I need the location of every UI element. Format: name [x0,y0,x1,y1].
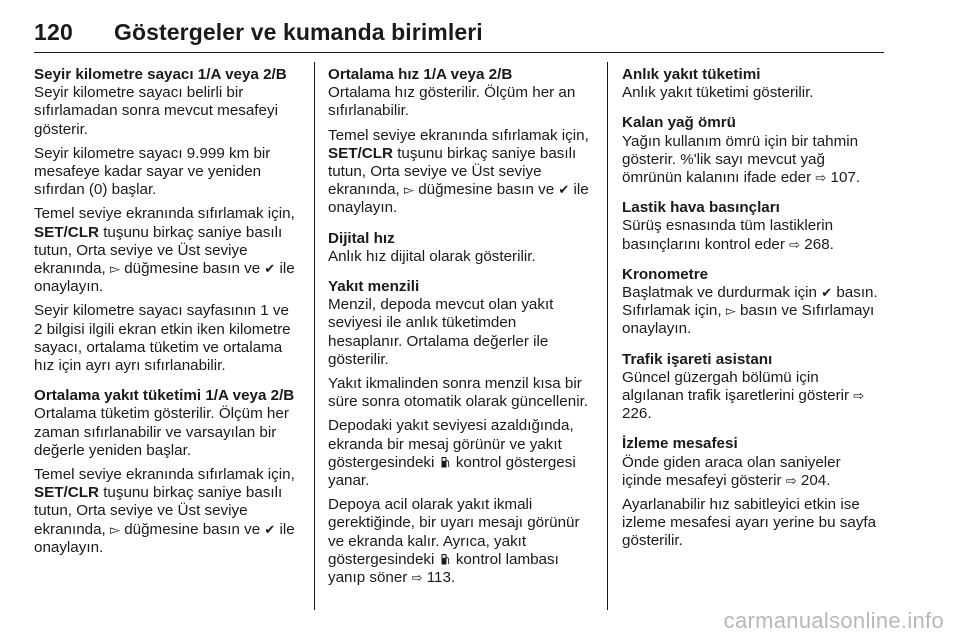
section-heading: Yakıt menzili [328,278,420,296]
paragraph: Sürüş esnasında tüm lastiklerin basınçlarını kontrol eder ⇨ 268. [622,217,834,253]
section-following-distance [622,435,884,550]
set-clr-label: SET/CLR [34,484,99,502]
page-reference-arrow-icon: ⇨ [785,472,797,488]
section-trip-odometer [34,66,296,375]
paragraph: Seyir kilometre sayacı 9.999 km bir mesafeye kadar sayar ve yeniden sıfırdan (0) başlar. [34,144,271,199]
section-heading: Ortalama yakıt tüketimi 1/A veya 2/B [34,387,295,405]
fuel-pump-icon [441,553,450,565]
section-oil-life [622,114,884,187]
fuel-pump-icon [441,456,450,468]
column-divider-1 [314,62,315,610]
section-digital-speed [328,230,590,266]
section-heading: Kalan yağ ömrü [622,114,736,132]
paragraph: Seyir kilometre sayacı sayfasının 1 ve 2 bilgisi ilgili ekran etkin iken kilometre sayacı, ortalama tüketim ve ortalama hız için ayrı ayrı sıfırlanabilir. [34,302,291,375]
section-heading: Anlık yakıt tüketimi [622,66,761,83]
paragraph: Temel seviye ekranında sıfırlamak için, SET/CLR tuşunu birkaç saniye basılı tutun, Orta seviye ve Üst seviye ekranında, ▻ düğmesine basın ve ✔ ile onaylayın. [34,466,295,556]
column-2 [328,66,590,599]
paragraph: Yakıt ikmalinden sonra menzil kısa bir süre sonra otomatik olarak güncellenir. [328,375,589,411]
section-average-consumption [34,387,296,557]
paragraph: Önde giden araca olan saniyeler içinde mesafeyi gösterir ⇨ 204. [622,453,841,489]
set-clr-label: SET/CLR [328,144,393,162]
paragraph: Seyir kilometre sayacı belirli bir sıfırlamadan sonra mevcut mesafeyi gösterir. [34,84,278,138]
check-icon: ✔ [821,285,833,301]
check-icon: ✔ [264,521,276,537]
page-reference[interactable]: 113. [426,569,456,587]
paragraph: Ortalama tüketim gösterilir. Ölçüm her zaman sıfırlanabilir ve varsayılan bir değerle yeniden başlar. [34,405,289,459]
section-tyre-pressure [622,199,884,254]
page-reference-arrow-icon: ⇨ [789,236,801,252]
paragraph: Başlatmak ve durdurmak için ✔ basın. Sıfırlamak için, ▻ basın ve Sıfırlamayı onaylayın. [622,284,878,338]
paragraph: Temel seviye ekranında sıfırlamak için, SET/CLR tuşunu birkaç saniye basılı tutun, Orta seviye ve Üst seviye ekranında, ▻ düğmesine basın ve ✔ ile onaylayın. [34,205,295,296]
paragraph: Güncel güzergah bölümü için algılanan trafik işaretlerini gösterir ⇨ 226. [622,368,865,423]
section-fuel-range [328,278,590,587]
paragraph: Yağın kullanım ömrü için bir tahmin gösterir. %'lik sayı mevcut yağ ömrünün kalanını ifade eder ⇨ 107. [622,132,861,187]
forward-icon: ▻ [110,261,120,277]
section-stopwatch [622,266,884,339]
page-title: Göstergeler ve kumanda birimleri [114,19,483,45]
page-number: 120 [34,19,73,45]
forward-icon: ▻ [725,303,736,319]
paragraph: Depoya acil olarak yakıt ikmali gerektiğinde, bir uyarı mesajı görünür ve ekranda kalır. Ayrıca, yakıt göstergesindeki kontrol lambası yanıp söner ⇨ 113. [328,496,580,587]
page-reference[interactable]: 226. [622,405,652,423]
page-reference[interactable]: 204. [800,471,831,489]
page-reference-arrow-icon: ⇨ [815,170,827,186]
column-3 [622,66,884,563]
watermark: carmanualsonline.info [723,608,944,633]
set-clr-label: SET/CLR [34,223,99,241]
section-heading: Lastik hava basınçları [622,199,780,217]
section-traffic-sign-assistant [622,351,884,424]
page-reference[interactable]: 107. [830,169,861,187]
section-heading: İzleme mesafesi [622,435,738,453]
paragraph: Ayarlanabilir hız sabitleyici etkin ise izleme mesafesi ayarı yerine bu sayfa gösterilir. [622,496,877,550]
page-reference[interactable]: 268. [804,235,834,253]
paragraph: Anlık yakıt tüketimi gösterilir. [622,84,814,102]
paragraph: Menzil, depoda mevcut olan yakıt seviyesi ile anlık tüketimden hesaplanır. Ortalama değerler ile gösterilir. [328,296,554,368]
paragraph: Depodaki yakıt seviyesi azaldığında, ekranda bir mesaj görünür ve yakıt göstergesindeki kontrol göstergesi yanar. [328,417,576,490]
paragraph: Temel seviye ekranında sıfırlamak için, SET/CLR tuşunu birkaç saniye basılı tutun, Orta seviye ve Üst seviye ekranında, ▻ düğmesine basın ve ✔ ile onaylayın. [328,126,589,217]
forward-icon: ▻ [404,182,414,198]
section-heading: Seyir kilometre sayacı 1/A veya 2/B [34,66,287,83]
column-1 [34,66,296,569]
page-reference-arrow-icon: ⇨ [411,570,423,586]
paragraph: Ortalama hız gösterilir. Ölçüm her an sıfırlanabilir. [328,84,576,120]
paragraph: Anlık hız dijital olarak gösterilir. [328,247,536,265]
page-header [34,16,884,53]
page-reference-arrow-icon: ⇨ [853,388,865,404]
section-heading: Trafik işareti asistanı [622,350,773,368]
section-heading: Dijital hız [328,229,395,247]
section-heading: Ortalama hız 1/A veya 2/B [328,66,513,83]
column-divider-2 [607,62,608,610]
forward-icon: ▻ [110,521,120,537]
check-icon: ✔ [558,182,570,198]
check-icon: ✔ [264,261,276,277]
section-heading: Kronometre [622,265,709,283]
section-instant-consumption [622,66,884,102]
section-average-speed [328,66,590,218]
